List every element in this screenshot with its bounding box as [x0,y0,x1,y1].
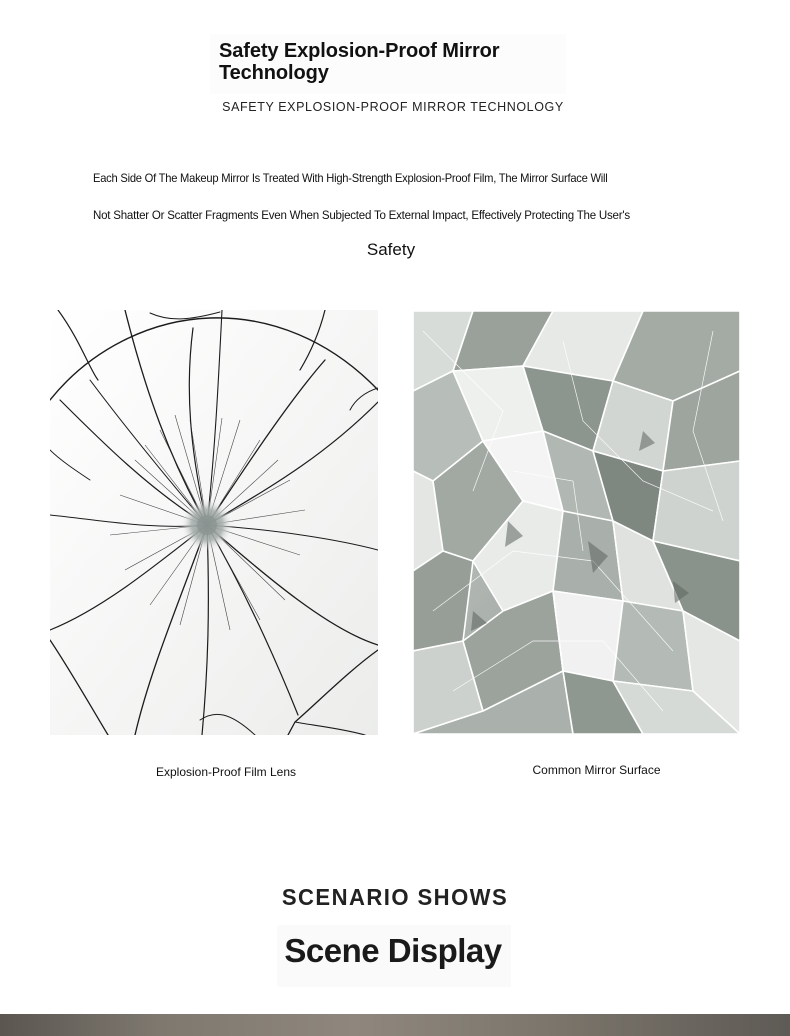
left-photo-caption: Explosion-Proof Film Lens [155,765,297,779]
page-subtitle [0,100,790,114]
description-line-2: Not Shatter Or Scatter Fragments Even When Subjected To External Impact, Effectively Protecting The User's [93,208,630,222]
shattered-mirror-illustration [413,311,740,734]
scene-display-title: Scene Display [284,932,502,969]
common-mirror-photo [413,311,740,734]
description-line-1: Each Side Of The Makeup Mirror Is Treated With High-Strength Explosion-Proof Film, The Mirror Surface Will [93,171,608,185]
description-line-3: Safety [366,240,416,259]
explosion-proof-film-photo [50,310,378,735]
page-title: Safety Explosion-Proof Mirror Technology [219,40,500,84]
scenario-kicker: SCENARIO SHOWS [281,884,509,910]
page-subtitle-text: SAFETY EXPLOSION-PROOF MIRROR TECHNOLOGY [222,100,564,114]
cracked-glass-illustration [50,310,378,735]
right-photo-caption: Common Mirror Surface [532,763,661,777]
scene-image-preview [0,1014,790,1036]
